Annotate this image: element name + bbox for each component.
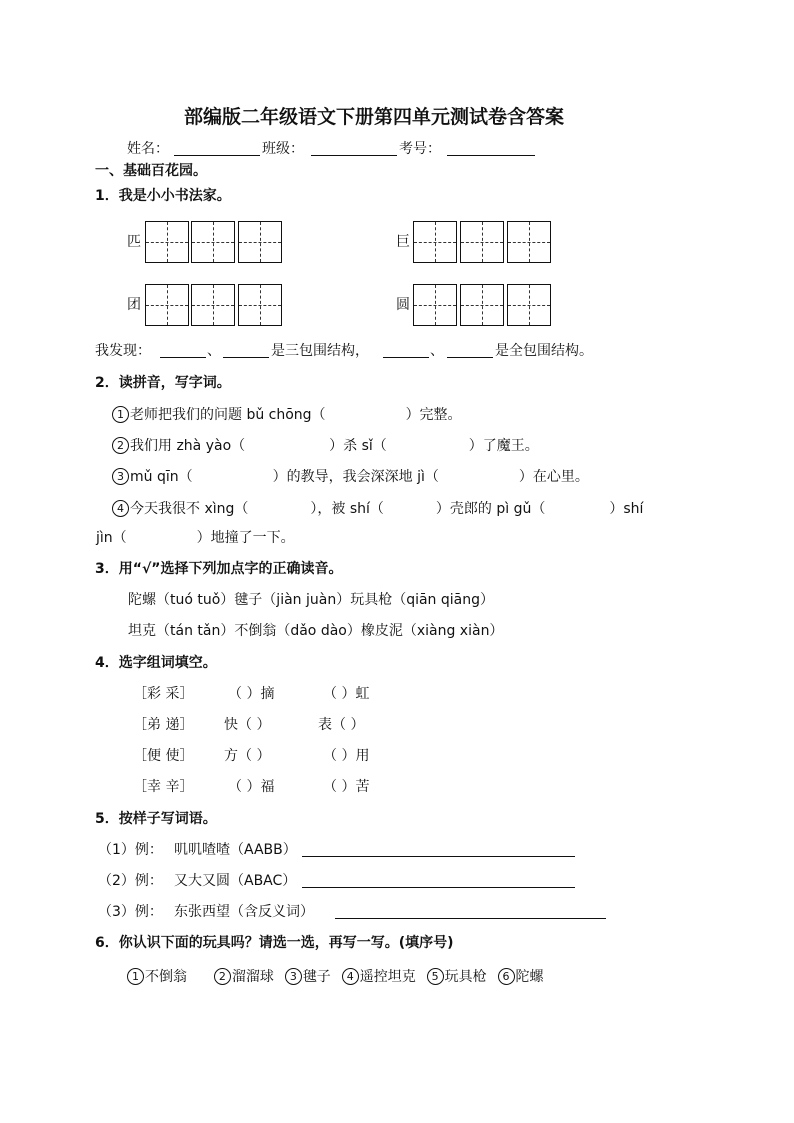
structure-text: 是全包围结构。 <box>495 343 593 359</box>
question-2-item-3: 3 mǔ qīn（ ）的教导，我会深深地 jì（ ）在心里。 <box>112 468 589 485</box>
char-pair: ［便 使］ <box>133 748 194 764</box>
answer-blank[interactable] <box>383 357 429 358</box>
question-2-item-4-continued: jìn（ ）地撞了一下。 <box>96 530 295 546</box>
writing-grid[interactable] <box>191 221 235 263</box>
writing-grid[interactable] <box>238 284 282 326</box>
writing-grid[interactable] <box>191 284 235 326</box>
writing-grid[interactable] <box>145 284 189 326</box>
name-blank[interactable] <box>174 155 260 156</box>
example-word: 东张西望（含反义词） <box>174 904 314 920</box>
model-char: 匹 <box>127 234 141 250</box>
name-label: 姓名： <box>127 141 169 157</box>
toy-option: 3 毽子 <box>285 969 331 985</box>
answer-line[interactable] <box>335 918 606 919</box>
question-6-title: 6．你认识下面的玩具吗？请选一选，再写一写。(填序号) <box>95 935 454 951</box>
fill-word[interactable]: 快（ ） <box>224 717 271 733</box>
number-blank[interactable] <box>447 155 535 156</box>
writing-grid[interactable] <box>460 221 504 263</box>
writing-grid[interactable] <box>507 284 551 326</box>
toy-option: 2 溜溜球 <box>214 969 274 985</box>
writing-grid[interactable] <box>145 221 189 263</box>
question-2-title: 2．读拼音，写字词。 <box>95 375 231 391</box>
fill-word[interactable]: （ ）苦 <box>323 779 370 795</box>
answer-blank[interactable] <box>447 357 493 358</box>
class-label: 班级： <box>262 141 304 157</box>
separator: 、 <box>430 343 444 359</box>
model-char: 圆 <box>396 297 410 313</box>
number-label: 考号： <box>399 141 441 157</box>
item-number: 1 <box>112 406 129 423</box>
toy-option: 4 遥控坦克 <box>342 969 416 985</box>
answer-blank[interactable] <box>223 357 269 358</box>
toy-options <box>127 968 544 985</box>
writing-grid[interactable] <box>460 284 504 326</box>
char-pair: ［幸 辛］ <box>133 779 194 795</box>
answer-line[interactable] <box>302 887 575 888</box>
item-number: 3 <box>112 468 129 485</box>
fill-word[interactable]: （ ）用 <box>323 748 370 764</box>
question-2-item-1: 1 老师把我们的问题 bǔ chōng（ ）完整。 <box>112 406 462 423</box>
char-pair: ［彩 采］ <box>133 686 194 702</box>
pinyin-choice-line[interactable]: 坦克（tán tǎn）不倒翁（dǎo dào）橡皮泥（xiàng xiàn） <box>128 623 504 639</box>
example-label: （3）例： <box>98 904 163 920</box>
model-char: 团 <box>127 297 141 313</box>
discover-label: 我发现： <box>95 343 151 359</box>
fill-word[interactable]: 表（ ） <box>318 717 365 733</box>
question-2-item-2: 2 我们用 zhà yào（ ）杀 sǐ（ ）了魔王。 <box>112 437 539 454</box>
model-char: 巨 <box>396 234 410 250</box>
example-word: 叽叽喳喳（AABB） <box>174 842 297 858</box>
structure-text: 是三包围结构， <box>271 343 369 359</box>
class-blank[interactable] <box>311 155 397 156</box>
item-number: 2 <box>112 437 129 454</box>
writing-grid[interactable] <box>413 221 457 263</box>
section-heading: 一、基础百花园。 <box>95 163 207 179</box>
fill-word[interactable]: （ ）福 <box>228 779 275 795</box>
writing-grid[interactable] <box>238 221 282 263</box>
fill-word[interactable]: 方（ ） <box>224 748 271 764</box>
question-3-title: 3．用“√”选择下列加点字的正确读音。 <box>95 561 343 577</box>
toy-option: 1 不倒翁 <box>127 969 187 985</box>
question-2-item-4: 4 今天我很不 xìng（ ），被 shí（ ）壳郎的 pì gǔ（ ）shí <box>112 500 643 517</box>
question-1-title: 1．我是小小书法家。 <box>95 188 231 204</box>
writing-grid[interactable] <box>507 221 551 263</box>
toy-option: 6 陀螺 <box>498 969 544 985</box>
pinyin-choice-line[interactable]: 陀螺（tuó tuǒ）毽子（jiàn juàn）玩具枪（qiān qiāng） <box>128 592 494 608</box>
example-label: （2）例： <box>98 873 163 889</box>
question-4-title: 4．选字组词填空。 <box>95 655 217 671</box>
fill-word[interactable]: （ ）摘 <box>228 686 275 702</box>
writing-grid[interactable] <box>413 284 457 326</box>
answer-blank[interactable] <box>160 357 206 358</box>
item-number: 4 <box>112 500 129 517</box>
question-5-title: 5．按样子写词语。 <box>95 811 217 827</box>
char-pair: ［弟 递］ <box>133 717 194 733</box>
toy-option: 5 玩具枪 <box>427 969 487 985</box>
page-title: 部编版二年级语文下册第四单元测试卷含答案 <box>184 106 565 128</box>
answer-line[interactable] <box>302 856 575 857</box>
example-word: 又大又圆（ABAC） <box>174 873 297 889</box>
example-label: （1）例： <box>98 842 163 858</box>
separator: 、 <box>207 343 221 359</box>
fill-word[interactable]: （ ）虹 <box>323 686 370 702</box>
